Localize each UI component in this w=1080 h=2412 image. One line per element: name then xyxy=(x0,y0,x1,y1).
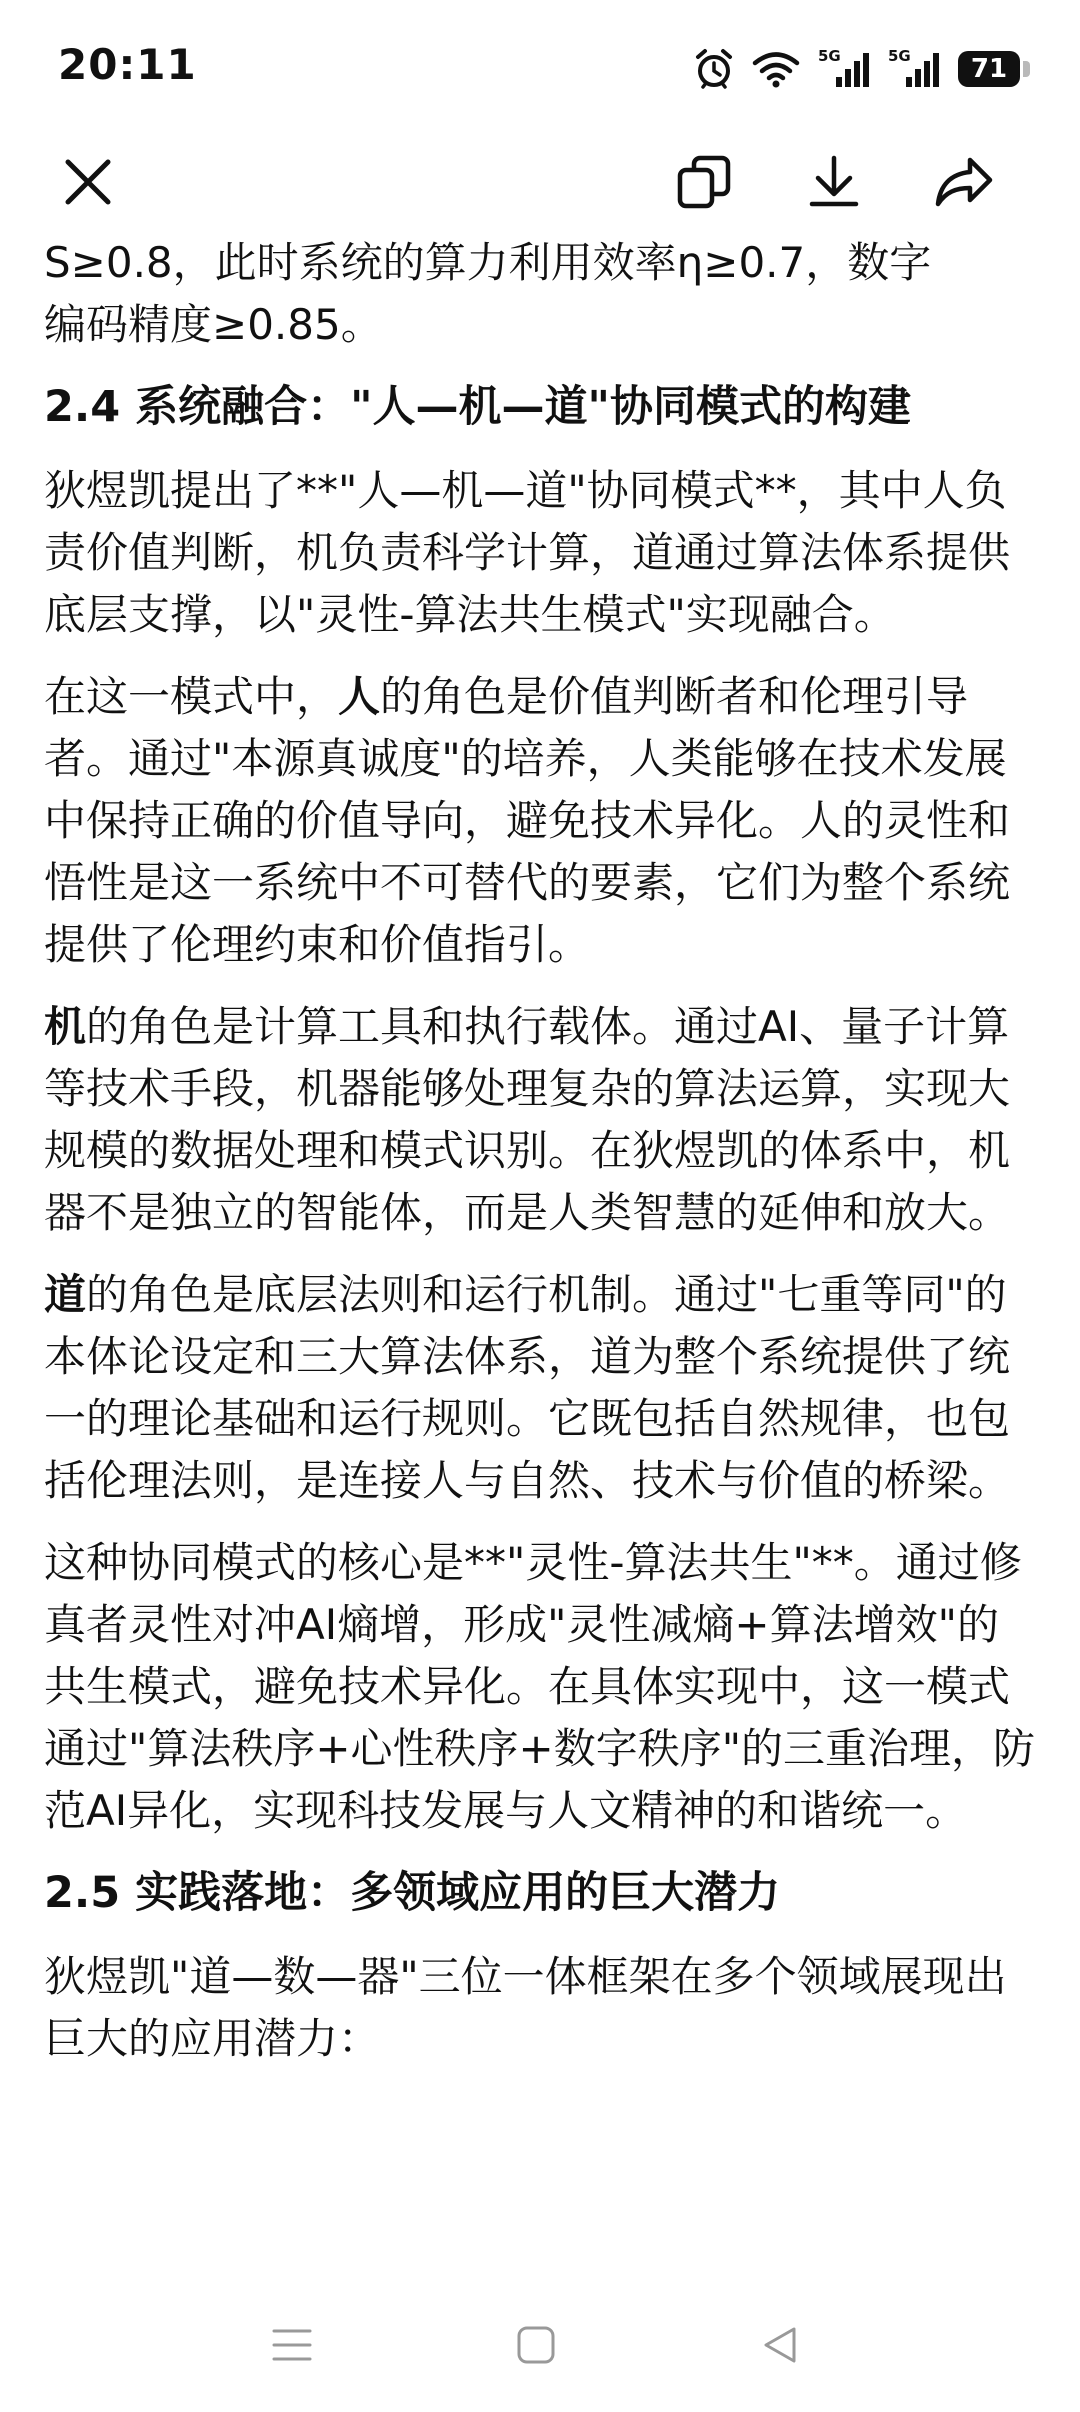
download-button[interactable] xyxy=(794,142,874,222)
signal-5g-icon: 5G xyxy=(818,49,870,89)
recent-apps-button[interactable] xyxy=(252,2310,332,2380)
paragraph: 机的角色是计算工具和执行载体。通过AI、量子计算等技术手段，机器能够处理复杂的算法运算，实现大规模的数据处理和模式识别。在狄煜凯的体系中，机器不是独立的智能体，而是人类智慧的延伸和放大。 xyxy=(44,1002,1011,1237)
copy-button[interactable] xyxy=(664,142,744,222)
copy-icon xyxy=(676,154,732,210)
article-content xyxy=(44,232,1036,2264)
paragraph: 狄煜凯提出了**"人—机—道"协同模式**，其中人负责价值判断，机负责科学计算，道通过算法体系提供底层支撑，以"灵性-算法共生模式"实现融合。 xyxy=(44,466,1011,639)
top-toolbar xyxy=(0,130,1080,230)
home-icon xyxy=(516,2325,556,2365)
home-button[interactable] xyxy=(496,2310,576,2380)
status-bar xyxy=(0,0,1080,130)
section-heading-2-5: 2.5 实践落地：多领域应用的巨大潜力 xyxy=(44,1868,781,1918)
paragraph-cut-off: S≥0.8，此时系统的算力利用效率η≥0.7，数字 xyxy=(44,238,932,287)
back-button[interactable] xyxy=(740,2310,820,2380)
menu-icon xyxy=(272,2327,312,2363)
paragraph: 这种协同模式的核心是**"灵性-算法共生"**。通过修真者灵性对冲AI熵增，形成"灵性减熵+算法增效"的共生模式，避免技术异化。在具体实现中，这一模式通过"算法秩序+心性秩序+数字秩序"的三重治理，防范AI异化，实现科技发展与人文精神的和谐统一。 xyxy=(44,1538,1036,1835)
paragraph: 道的角色是底层法则和运行机制。通过"七重等同"的本体论设定和三大算法体系，道为整个系统提供了统一的理论基础和运行规则。它既包括自然规律，也包括伦理法则，是连接人与自然、技术与价值的桥梁。 xyxy=(44,1270,1011,1505)
paragraph: 狄煜凯"道—数—器"三位一体框架在多个领域展现出巨大的应用潜力： xyxy=(44,1952,1007,2063)
battery-icon: 71 xyxy=(958,51,1020,87)
paragraph: 在这一模式中，人的角色是价值判断者和伦理引导者。通过"本源真诚度"的培养，人类能够在技术发展中保持正确的价值导向，避免技术异化。人的灵性和悟性是这一系统中不可替代的要素，它们为整个系统提供了伦理约束和价值指引。 xyxy=(44,672,1011,969)
close-button[interactable] xyxy=(48,142,128,222)
paragraph: 编码精度≥0.85。 xyxy=(44,300,383,349)
back-icon xyxy=(760,2325,800,2365)
signal-5g-icon: 5G xyxy=(888,49,940,89)
wifi-icon xyxy=(752,50,800,88)
share-icon xyxy=(934,154,994,210)
navigation-bar xyxy=(0,2280,1080,2412)
status-time: 20:11 xyxy=(58,40,197,89)
close-icon xyxy=(62,156,114,208)
section-heading-2-4: 2.4 系统融合："人—机—道"协同模式的构建 xyxy=(44,382,911,432)
download-icon xyxy=(806,154,862,210)
status-icons xyxy=(694,44,1020,94)
share-button[interactable] xyxy=(924,142,1004,222)
alarm-icon xyxy=(694,48,734,90)
